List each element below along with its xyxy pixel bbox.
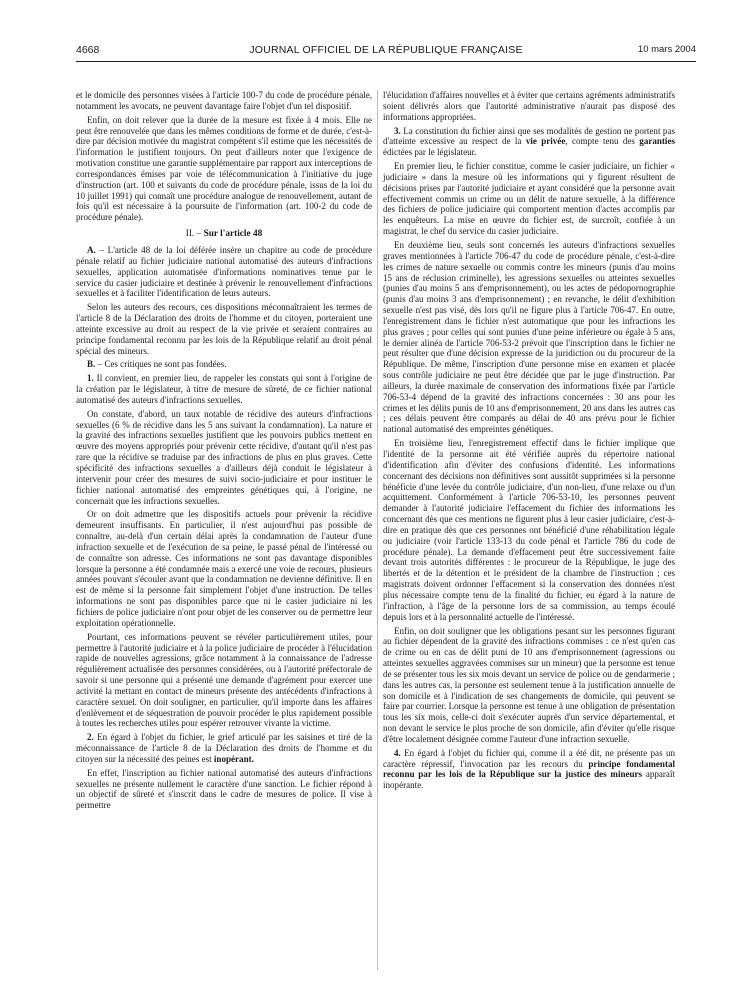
paragraph: A. – L'article 48 de la loi déférée insère un chapitre au code de procédure pénale relatif au fichier judiciaire national automatisé des auteurs d'infractions sexuelles, application automatisée d'informations nominatives tenue par le service du casier judiciaire et destinée à prévenir le renouvellement d'infractions sexuelles et à faciliter l'identification de leurs auteurs.	[76, 244, 372, 299]
paragraph: 1. Il convient, en premier lieu, de rappeler les constats qui sont à l'origine de la création par le législateur, à titre de mesure de sûreté, de ce fichier national automatisé des auteurs d'infractions sexuelles.	[76, 373, 372, 405]
left-column	[76, 90, 372, 814]
paragraph-label: 1.	[87, 373, 94, 384]
emphasis: inopérant.	[213, 753, 254, 764]
right-column	[383, 90, 675, 794]
paragraph: 4. En égard à l'objet du fichier qui, comme il a été dit, ne présente pas un caractère répressif, l'invocation par les recours du principe fondamental reconnu par les lois de la République sur la justice des mineurs apparaît inopérante.	[383, 747, 675, 791]
paragraph: B. – Ces critiques ne sont pas fondées.	[87, 359, 227, 370]
paragraph-label: B.	[87, 359, 96, 370]
paragraph: Or on doit admettre que les dispositifs actuels pour prévenir la récidive demeurent insuffisants. En particulier, il n'est aujourd'hui pas possible de connaître, au-delà d'un certain délai après la condamnation de l'auteur d'une infraction sexuelle et de l'exécution de sa peine, le passé pénal de l'intéressé ou de connaître son adresse. Ces informations ne sont pas davantage disponibles lorsque la personne a été condamnée mais a exercé une voie de recours, plusieurs années pouvant s'écouler avant que la condamnation ne devienne définitive. Il en est de même si la personne fait simplement l'objet d'une instruction. De telles informations ne sont pas disponibles parce que ni le casier judiciaire ni les fichiers de police judiciaire n'ont pour objet de les conserver ou de permettre leur exploitation opérationnelle.	[76, 509, 372, 628]
issue-date: 10 mars 2004	[637, 44, 696, 55]
paragraph-label: 3.	[394, 125, 401, 136]
paragraph: Enfin, on doit relever que la durée de la mesure est fixée à 4 mois. Elle ne peut être renouvelée que dans les mêmes conditions de forme et de durée, c'est-à-dire par décision motivée du magistrat compétent s'il estime que les nécessités de l'information le justifient toujours. On peut d'ailleurs noter que l'exigence de motivation constitue une garantie supplémentaire par rapport aux interceptions de correspondances émises par voie de télécommunication à l'initiative du juge d'instruction (art. 100 et suivants du code de procédure pénale, issus de la loi du 10 juillet 1991) qui connaît une procédure analogue de renouvellement, autant de fois qu'il est nécessaire à la poursuite de l'information (art. 100-2 du code de procédure pénale).	[76, 114, 372, 223]
journal-title: JOURNAL OFFICIEL DE LA RÉPUBLIQUE FRANÇAISE	[249, 44, 523, 56]
paragraph: Enfin, on doit souligner que les obligations pesant sur les personnes figurant au fichier dépendent de la gravité des infractions commises : ce n'est qu'en cas de crime ou en cas de délit puni de 10 ans d'emprisonnement (agressions ou atteintes sexuelles aggravées commises sur un mineur) que la personne est tenue de se présenter tous les six mois devant un service de police ou de gendarmerie ; dans les autres cas, la personne est seulement tenue à la justification annuelle de son domicile et à l'indication de ses changements de domicile, qui peuvent se faire par courrier. Lorsque la personne est tenue à une obligation de présentation tous les six mois, celle-ci doit s'exécuter auprès d'un service départemental, et non devant le service le plus proche de son domicile, afin d'éviter qu'elle risque d'être localement désignée comme l'auteur d'une infraction sexuelle.	[383, 625, 675, 744]
paragraph: et le domicile des personnes visées à l'article 100-7 du code de procédure pénale, notamment les avocats, ne peuvent davantage faire l'objet d'un tel dispositif.	[76, 90, 372, 111]
paragraph-label: 4.	[394, 747, 401, 758]
paragraph: En premier lieu, le fichier constitue, comme le casier judiciaire, un fichier « judiciaire » dans la mesure où les informations qui y figurent résultent de décisions prises par l'autorité judiciaire et ayant considéré que la personne avait effectivement commis un crime ou un délit de nature sexuelle, à la différence des fichiers de police judiciaire qui comportent mention d'actes accomplis par les enquêteurs. La mise en œuvre du fichier est, de surcroît, confiée à un magistrat, le chef du service du casier judiciaire.	[383, 161, 675, 237]
header-rule	[76, 61, 696, 62]
paragraph-label: 2.	[87, 732, 94, 743]
paragraph: On constate, d'abord, un taux notable de récidive des auteurs d'infractions sexuelles (6 % de récidive dans les 5 ans suivant la condamnation). La nature et la gravité des infractions sexuelles justifient que les pouvoirs publics mettent en œuvre des moyens appropriés pour prévenir cette récidive, d'autant qu'il n'est pas rare que la récidive se traduise par des infractions de plus en plus graves. Cette spécificité des infractions sexuelles a d'ailleurs déjà conduit le législateur à intervenir pour créer des mesures de suivi socio-judiciaire et pour instituer le fichier national automatisé des empreintes génétiques qui, à l'origine, ne concernait que les infractions sexuelles.	[76, 408, 372, 506]
emphasis: vie privée	[525, 136, 566, 147]
column-divider	[377, 90, 378, 970]
paragraph: En effet, l'inscription au fichier national automatisé des auteurs d'infractions sexuelles ne présente nullement le caractère d'une sanction. Le fichier répond à un objectif de sûreté et s'inscrit dans le cadre de mesures de police. Il vise à permettre	[76, 767, 372, 811]
paragraph: En troisième lieu, l'enregistrement effectif dans le fichier implique que l'identité de la personne ait été vérifiée auprès du répertoire national d'identification afin d'éviter des confusions d'identité. Les informations concernant des décisions non définitives sont aussitôt supprimées si la personne bénéficie d'une levée du contrôle judiciaire, d'un non-lieu, d'une relaxe ou d'un acquittement. Conformément à l'article 706-53-10, les personnes peuvent demander à l'autorité judiciaire l'effacement du fichier des informations les concernant dès que ces mentions ne figurent plus à leur casier judiciaire, c'est-à-dire en pratique dès que ces personnes ont bénéficié d'une réhabilitation légale ou judiciaire (voir l'article 133-13 du code pénal et l'article 786 du code de procédure pénale). La demande d'effacement peut être successivement faite devant trois autorités différentes : le procureur de la République, le juge des libertés et de la détention et le président de la chambre de l'instruction ; ces magistrats doivent ordonner l'effacement si la conservation des données n'est plus nécessaire compte tenu de la finalité du fichier, eu égard à la nature de l'infraction, à l'âge de la personne lors de sa commission, au temps écoulé depuis lors et à la personnalité actuelle de l'intéressé.	[383, 438, 675, 622]
emphasis: principe fondamental reconnu par les lois de la République sur la justice des mineurs	[383, 758, 675, 780]
paragraph: En deuxième lieu, seuls sont concernés les auteurs d'infractions sexuelles graves mentionnées à l'article 706-47 du code de procédure pénale, c'est-à-dire les crimes de nature sexuelle ou commis contre les mineurs (punis d'au moins 15 ans de réclusion criminelle), les agressions sexuelles ou atteintes sexuelles (punies d'au moins 5 ans d'emprisonnement), ou les actes de pédopornographie (punis d'au moins 3 ans d'emprisonnement) ; en revanche, le délit d'exhibition sexuelle n'est pas visé, dès lors qu'il ne figure plus à l'article 706-47. En outre, l'enregistrement dans le fichier n'est automatique que pour les infractions les plus graves ; pour celles qui sont punies d'une peine inférieure ou égale à 5 ans, le dernier alinéa de l'article 706-53-2 prévoit que l'inscription dans le fichier ne peut résulter que d'une décision expresse de la juridiction ou du procureur de la République. De même, l'inscription d'une personne mise en examen et placée sous contrôle judiciaire ne peut être décidée que par le juge d'instruction. Par ailleurs, la durée maximale de conservation des informations fixée par l'article 706-53-4 dépend de la gravité des infractions concernées : 30 ans pour les crimes et les délits punis de 10 ans d'emprisonnement, 20 ans dans les autres cas ; ces délais peuvent être comparés au délai de 40 ans prévu pour le fichier national automatisé des empreintes génétiques.	[383, 239, 675, 435]
page-header	[76, 44, 696, 62]
emphasis: garanties	[639, 136, 675, 147]
section-heading	[76, 229, 372, 240]
paragraph: 2. En égard à l'objet du fichier, le grief articulé par les saisines et tiré de la méconnaissance de l'article 8 de la Déclaration des droits de l'homme et du citoyen sur la nécessité des peines est inopérant.	[76, 732, 372, 764]
paragraph: 3. La constitution du fichier ainsi que ses modalités de gestion ne portent pas d'atteinte excessive au respect de la vie privée, compte tenu des garanties édictées par le législateur.	[383, 125, 675, 158]
paragraph: l'élucidation d'affaires nouvelles et à éviter que certains agréments administratifs soient délivrés alors que l'autorité administrative n'aurait pas disposé des informations appropriées.	[383, 90, 675, 122]
paragraph: Pourtant, ces informations peuvent se révéler particulièrement utiles, pour permettre à l'autorité judiciaire et à la police judiciaire de procéder à l'élucidation rapide de nouvelles agressions, grâce notamment à la connaissance de l'adresse régulièrement actualisée des personnes considérées, ou à l'autorité préfectorale de savoir si une personne qui a présenté une demande d'agrément pour exercer une activité la mettant en contact de mineurs présente des antécédents d'infractions à caractère sexuel. On doit souligner, en particulier, qu'il importe dans les affaires d'enlèvement et de séquestration de pouvoir procéder le plus rapidement possible à toutes les recherches utiles pour espérer retrouver vivante la victime.	[76, 631, 372, 729]
page-number: 4668	[76, 44, 100, 56]
paragraph: Selon les auteurs des recours, ces dispositions méconnaîtraient les termes de l'article 8 de la Déclaration des droits de l'homme et du citoyen, porteraient une atteinte excessive au droit au respect de la vie privée et seraient contraires au principe fondamental reconnu par les lois de la République relatif au droit pénal spécial des mineurs.	[76, 302, 372, 356]
paragraph-label: A.	[87, 244, 96, 255]
heading-title: Sur l'article 48	[203, 229, 263, 240]
heading-prefix: II. –	[185, 229, 202, 240]
